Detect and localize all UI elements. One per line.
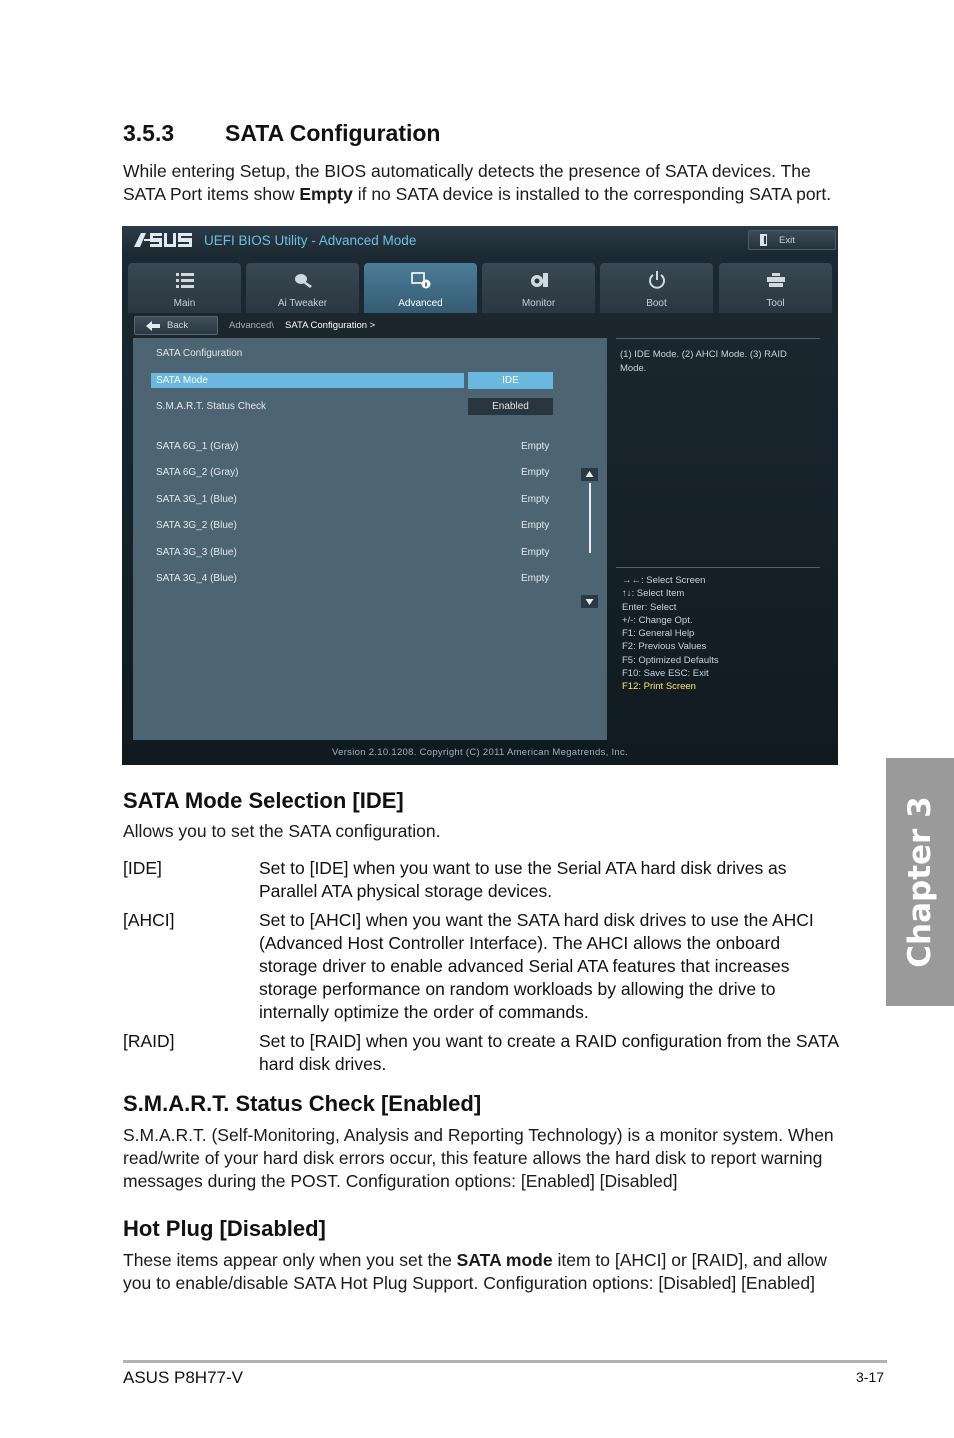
divider: [616, 567, 820, 568]
smart-value[interactable]: Enabled: [468, 398, 553, 415]
divider: [616, 338, 820, 339]
key-hint: →←: Select Screen: [622, 575, 706, 586]
chapter-label: Chapter 3: [902, 796, 938, 968]
footer-model: ASUS P8H77-V: [123, 1368, 243, 1387]
hotplug-text-2: item to [AHCI] or [RAID], and allow you to enable/disable SATA Hot Plug Support. Configuration options: [Disabled] [Enabled]: [123, 1250, 827, 1293]
section-number: 3.5.3: [123, 120, 175, 146]
smart-heading: S.M.A.R.T. Status Check [Enabled]: [123, 1091, 482, 1116]
section-title: SATA Configuration: [225, 120, 441, 146]
bios-screenshot: [122, 226, 838, 765]
port-value: Empty: [521, 467, 550, 478]
intro-bold: Empty: [299, 184, 353, 204]
footer-divider: [123, 1360, 887, 1363]
tab-advanced-label: Advanced: [398, 298, 443, 309]
option-ide: [123, 857, 843, 903]
tab-monitor-label: Monitor: [521, 298, 556, 309]
back-label: Back: [167, 320, 189, 331]
help-text: (1) IDE Mode. (2) AHCI Mode. (3) RAID Mode.: [620, 349, 787, 374]
option-text: Set to [RAID] when you want to create a RAID configuration from the SATA hard disk drives.: [259, 1031, 839, 1074]
port-label: SATA 3G_1 (Blue): [156, 494, 237, 505]
hotplug-text-1: These items appear only when you set the: [123, 1250, 457, 1270]
scrollbar-thumb[interactable]: [589, 483, 591, 553]
help-panel: [616, 338, 826, 740]
key-hint: F1: General Help: [622, 628, 695, 640]
tweaker-icon: [293, 271, 313, 289]
tab-ai-tweaker[interactable]: [246, 263, 359, 313]
triangle-down-icon: [581, 595, 598, 608]
port-value: Empty: [521, 441, 550, 452]
option-text: Set to [IDE] when you want to use the Serial ATA hard disk drives as Parallel ATA physical storage devices.: [259, 858, 787, 901]
asus-logo-icon: [132, 232, 194, 248]
tab-tool-label: Tool: [766, 298, 785, 309]
tool-icon: [766, 271, 786, 289]
smart-text: S.M.A.R.T. (Self-Monitoring, Analysis and Reporting Technology) is a monitor system. When read/write of your hard disk errors occur, this feature allows the hard disk to report warning messages during the POST. Configuration options: [Enabled] [Disabled]: [123, 1125, 834, 1191]
key-hint: ↑↓: Select Item: [622, 588, 685, 600]
port-label: SATA 6G_1 (Gray): [156, 441, 239, 452]
option-raid: [123, 1030, 843, 1076]
key-hint: F10: Save ESC: Exit: [622, 668, 709, 680]
intro-text-2: if no SATA device is installed to the corresponding SATA port.: [352, 184, 832, 204]
hotplug-heading: Hot Plug [Disabled]: [123, 1216, 326, 1241]
advanced-icon: [411, 271, 431, 289]
scroll-up-button[interactable]: [581, 468, 598, 481]
tab-advanced[interactable]: [364, 263, 477, 313]
back-button[interactable]: [134, 316, 218, 335]
back-arrow-icon: [146, 321, 160, 331]
tab-boot-label: Boot: [646, 298, 667, 309]
chapter-tab: [886, 758, 954, 1006]
monitor-icon: [529, 271, 549, 289]
tab-ai-tweaker-label: Ai Tweaker: [277, 298, 328, 309]
breadcrumb-current: SATA Configuration >: [285, 320, 376, 331]
panel-title: SATA Configuration: [156, 348, 243, 359]
option-ahci: [123, 909, 843, 1024]
exit-label: Exit: [779, 235, 795, 246]
breadcrumb: [122, 313, 838, 337]
intro-text-1: While entering Setup, the BIOS automatically detects the presence of SATA devices. The SATA Port items show: [123, 161, 811, 204]
power-icon: [647, 271, 667, 289]
key-hint: F5: Optimized Defaults: [622, 654, 719, 666]
port-value: Empty: [521, 573, 550, 584]
key-hint: +/-: Change Opt.: [622, 614, 693, 626]
tab-main-label: Main: [173, 298, 196, 309]
tab-monitor[interactable]: [482, 263, 595, 313]
sata-mode-label: SATA Mode: [156, 375, 208, 386]
port-label: SATA 3G_2 (Blue): [156, 520, 237, 531]
port-label: SATA 3G_3 (Blue): [156, 547, 237, 558]
key-hint: F2: Previous Values: [622, 641, 707, 653]
scroll-down-button[interactable]: [581, 595, 598, 608]
port-value: Empty: [521, 494, 550, 505]
port-value: Empty: [521, 547, 550, 558]
smart-label: S.M.A.R.T. Status Check: [156, 401, 267, 412]
option-key: [AHCI]: [123, 910, 175, 930]
key-hint: Enter: Select: [622, 601, 677, 613]
key-legend: [622, 574, 719, 694]
tab-tool[interactable]: [719, 263, 832, 313]
sata-mode-heading: SATA Mode Selection [IDE]: [123, 788, 404, 813]
port-value: Empty: [521, 520, 550, 531]
tab-boot[interactable]: [600, 263, 713, 313]
port-label: SATA 3G_4 (Blue): [156, 573, 237, 584]
version-text: Version 2.10.1208. Copyright (C) 2011 American Megatrends, Inc.: [332, 747, 628, 758]
key-hint-print-screen: F12: Print Screen: [622, 681, 696, 693]
exit-button[interactable]: [748, 230, 836, 250]
section-heading: [123, 120, 440, 147]
bios-titlebar: [122, 226, 838, 256]
sata-mode-desc: Allows you to set the SATA configuration.: [123, 821, 441, 841]
settings-panel: [133, 338, 607, 740]
option-key: [RAID]: [123, 1031, 175, 1051]
bios-title: UEFI BIOS Utility - Advanced Mode: [204, 233, 417, 248]
option-key: [IDE]: [123, 858, 162, 878]
list-icon: [175, 271, 195, 289]
breadcrumb-parent[interactable]: Advanced\: [229, 320, 274, 331]
section-intro: [123, 160, 839, 206]
page-number: 3-17: [856, 1369, 885, 1385]
sata-mode-value[interactable]: IDE: [468, 372, 553, 389]
port-label: SATA 6G_2 (Gray): [156, 467, 239, 478]
tab-main[interactable]: [128, 263, 241, 313]
hotplug-text: [123, 1249, 839, 1295]
exit-door-icon: [759, 234, 769, 246]
hotplug-bold: SATA mode: [456, 1250, 553, 1270]
triangle-up-icon: [581, 468, 598, 481]
option-text: Set to [AHCI] when you want the SATA hard disk drives to use the AHCI (Advanced Host Controller Interface). The AHCI allows the onboard storage driver to enable advanced Serial ATA features that increases storage performance on random workloads by allowing the drive to internally optimize the order of commands.: [259, 910, 814, 1022]
